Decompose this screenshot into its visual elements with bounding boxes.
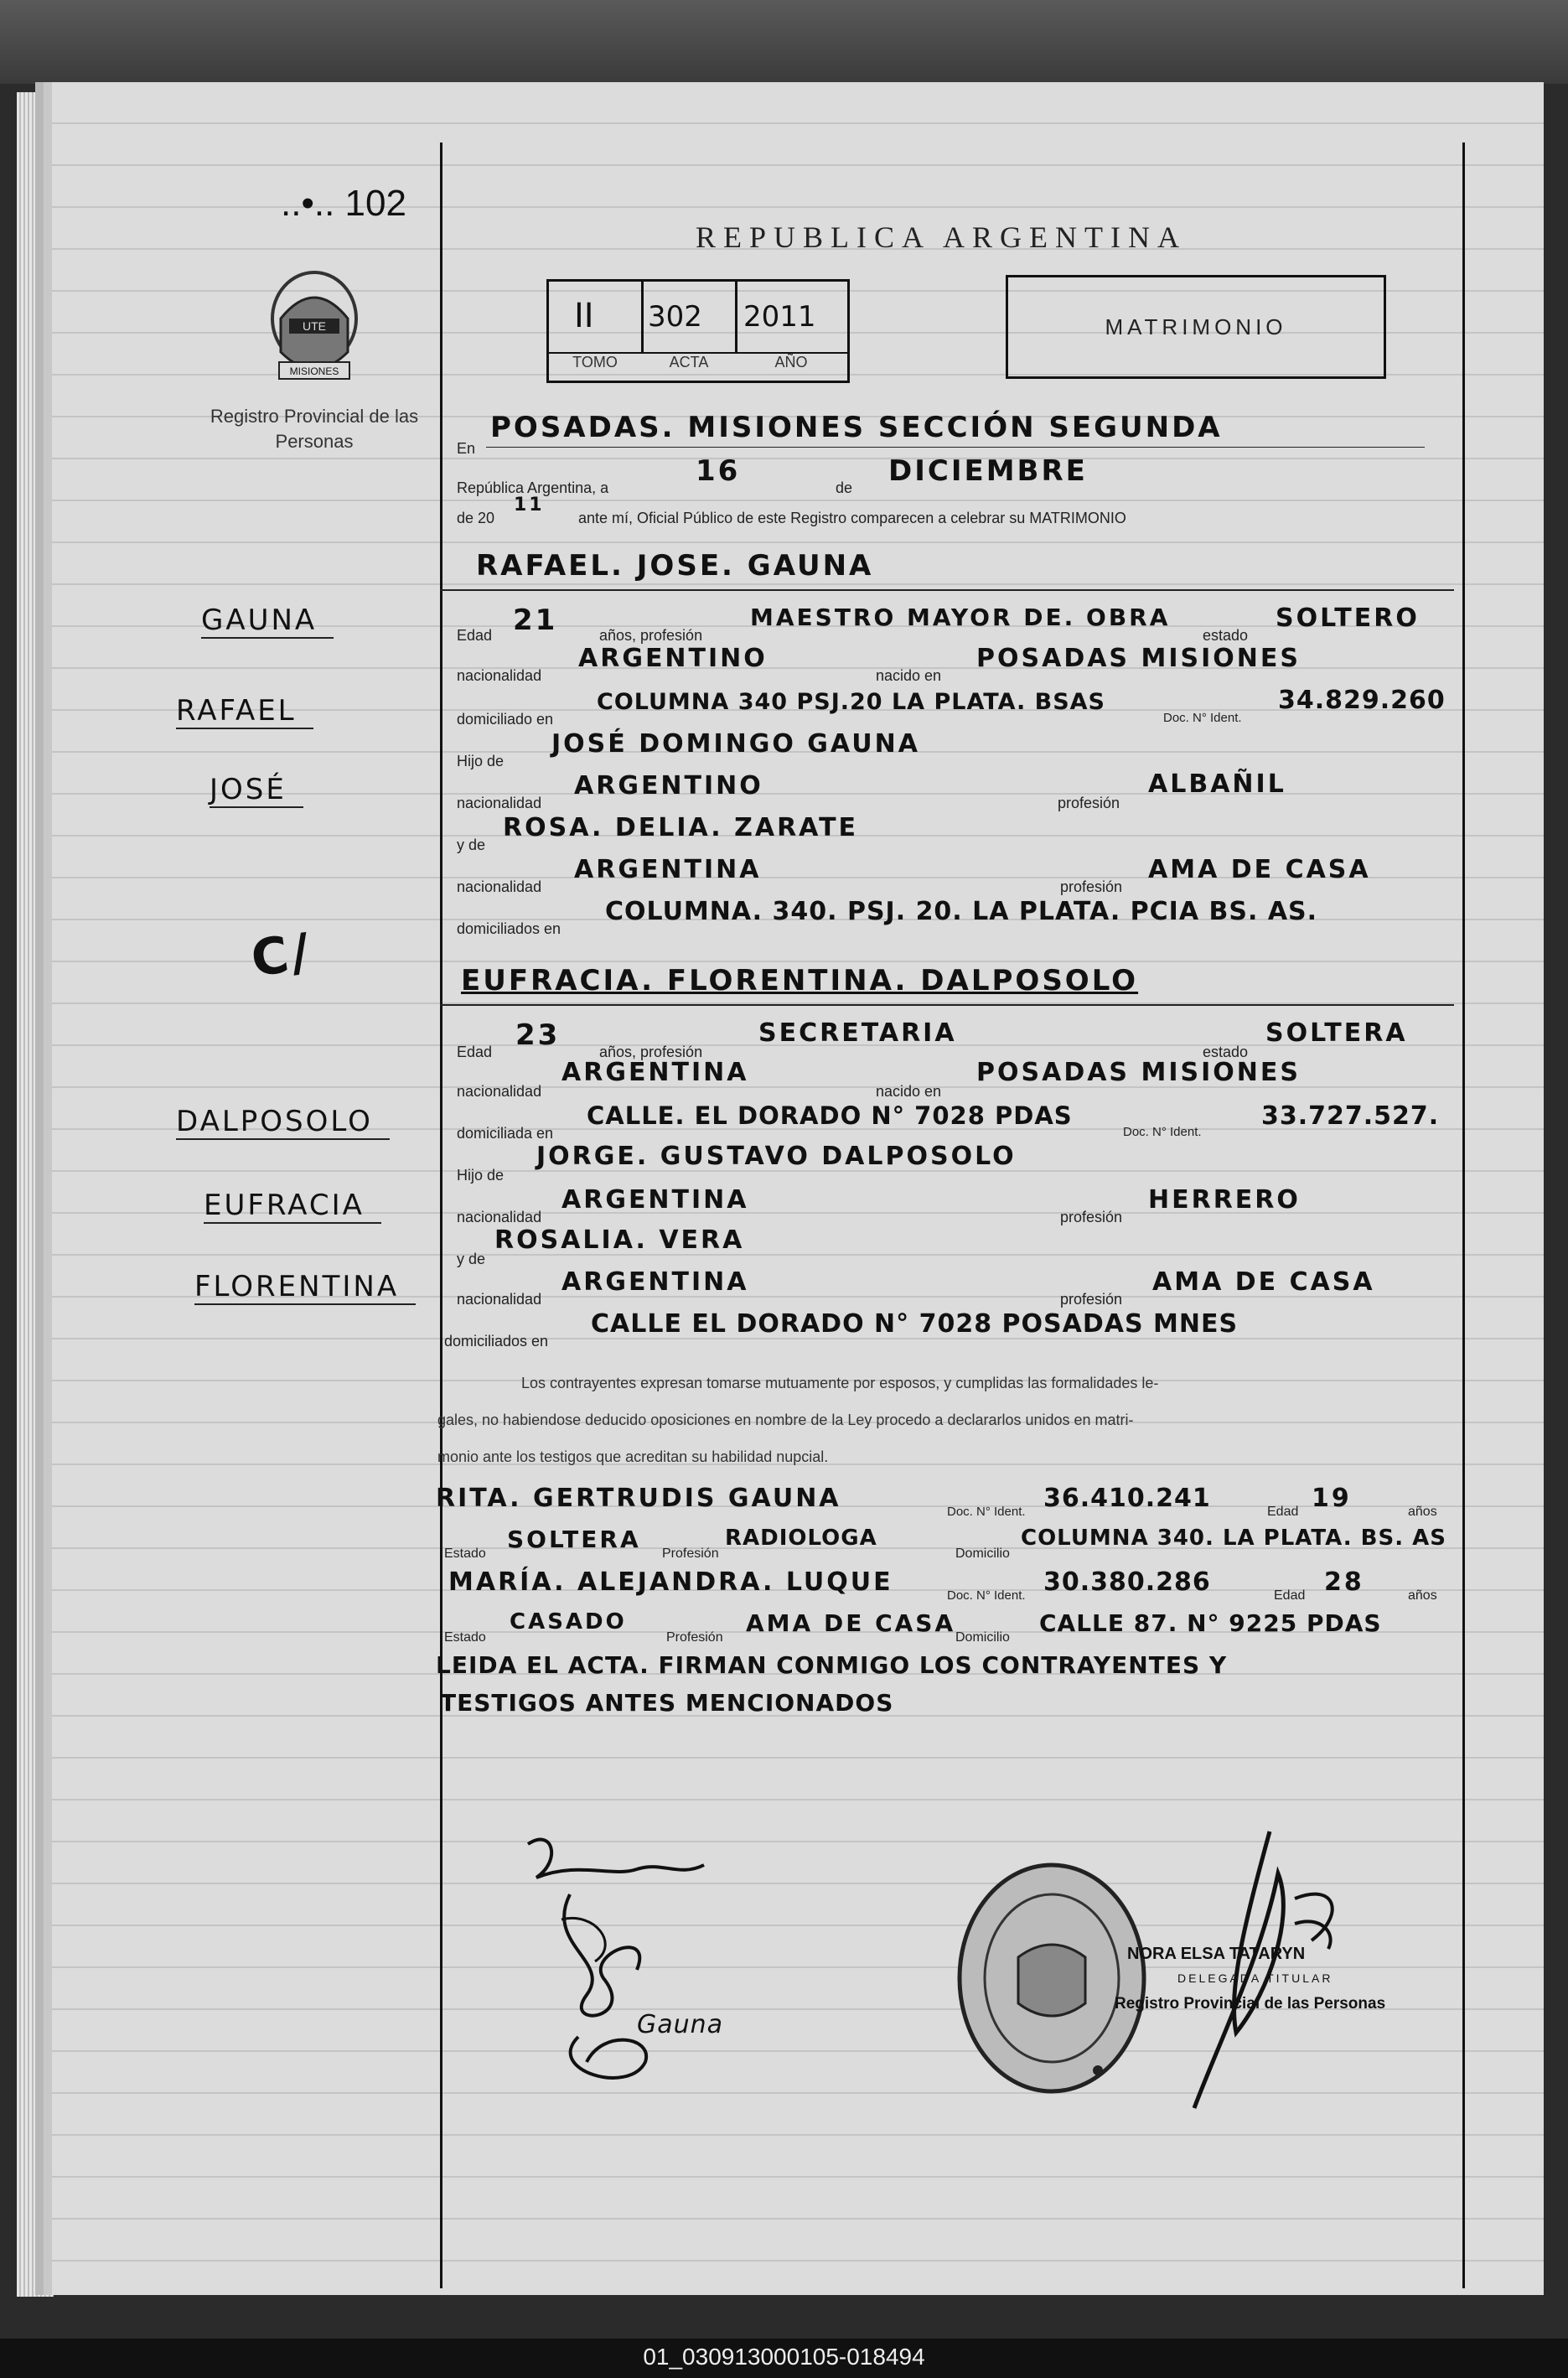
label-profesion-mother: profesión — [1060, 878, 1123, 895]
label-en: En — [457, 440, 476, 457]
witness2-name: MARÍA. ALEJANDRA. LUQUE — [448, 1567, 893, 1597]
witness2-civil-status: CASADO — [510, 1609, 627, 1635]
groom-mother: ROSA. DELIA. ZARATE — [503, 813, 859, 842]
label-domicilio-witness2: Domicilio — [955, 1630, 1010, 1645]
bride-parents-address: CALLE EL DORADO N° 7028 POSADAS MNES — [591, 1309, 1239, 1339]
signer-name: Gauna — [637, 2010, 724, 2039]
label-doc-ident: Doc. N° Ident. — [1163, 711, 1242, 725]
svg-text:MISIONES: MISIONES — [289, 365, 339, 377]
witness1-civil-status: SOLTERA — [507, 1526, 641, 1553]
act-day: 16 — [696, 454, 741, 488]
label-nacionalidad-bride-father: nacionalidad — [457, 1209, 542, 1225]
closing-line-1: LEIDA EL ACTA. FIRMAN CONMIGO LOS CONTRAYENTES Y — [436, 1651, 1228, 1679]
tomo-label: TOMO — [572, 354, 618, 370]
registry-name: Registro Provincial de las Personas — [210, 406, 419, 452]
label-nacido-en: nacido en — [876, 667, 942, 684]
declaration-line-2: gales, no habiendose deducido oposiciones en nombre de la Ley procedo a declararlos unidos en matri- — [437, 1412, 1134, 1428]
bride-age: 23 — [515, 1018, 561, 1052]
book-page-edges — [17, 92, 54, 2297]
province-coat-of-arms-icon — [264, 268, 365, 390]
margin-connector: C/ — [247, 922, 316, 989]
witness1-name: RITA. GERTRUDIS GAUNA — [436, 1484, 841, 1513]
page-number-value: 102 — [344, 183, 406, 224]
bride-full-name: EUFRACIA. FLORENTINA. DALPOSOLO — [461, 964, 1139, 997]
groom-section-divider — [440, 589, 1454, 591]
official-name: NORA ELSA TATARYN — [1127, 1945, 1306, 1963]
label-nacionalidad-bride: nacionalidad — [457, 1083, 542, 1100]
act-month: DICIEMBRE — [888, 454, 1088, 488]
image-identifier: 01_030913000105-018494 — [643, 2344, 925, 2370]
page-number — [281, 183, 406, 225]
label-y-de: y de — [457, 837, 486, 853]
bride-birthplace: POSADAS MISIONES — [976, 1058, 1301, 1087]
anio-value: 2011 — [743, 300, 816, 334]
label-anos-witness1: años — [1408, 1505, 1437, 1519]
bride-address: CALLE. EL DORADO N° 7028 PDAS — [587, 1101, 1073, 1130]
place-line — [486, 447, 1425, 448]
closing-line-2: TESTIGOS ANTES MENCIONADOS — [440, 1689, 894, 1717]
label-de-20: de 20 — [457, 510, 495, 526]
label-y-de-bride: y de — [457, 1251, 486, 1267]
margin-bride-name1: EUFRACIA — [204, 1189, 381, 1224]
groom-father-profession: ALBAÑIL — [1148, 769, 1286, 799]
margin-bride-surname: DALPOSOLO — [176, 1105, 390, 1140]
groom-mother-profession: AMA DE CASA — [1148, 855, 1371, 884]
witness2-address: CALLE 87. N° 9225 PDAS — [1039, 1609, 1382, 1637]
groom-address: COLUMNA 340 PSJ.20 LA PLATA. BSAS — [597, 689, 1106, 715]
official-title: DELEGADA TITULAR — [1177, 1971, 1333, 1985]
contracting-parties-signatures — [511, 1827, 729, 2112]
label-domicilio-witness1: Domicilio — [955, 1546, 1010, 1561]
groom-civil-status: SOLTERO — [1276, 604, 1420, 633]
label-domiciliado: domiciliado en — [457, 711, 554, 728]
label-nacido-en-bride: nacido en — [876, 1083, 942, 1100]
label-nacionalidad-father: nacionalidad — [457, 795, 542, 811]
label-nacionalidad-mother: nacionalidad — [457, 878, 542, 895]
tomo-value: II — [574, 297, 594, 335]
acta-value: 302 — [648, 300, 702, 334]
label-edad-witness1: Edad — [1267, 1505, 1299, 1519]
declaration-line-3: monio ante los testigos que acreditan su habilidad nupcial. — [437, 1448, 829, 1465]
country-heading: REPUBLICA ARGENTINA — [696, 220, 1188, 254]
record-type-box: MATRIMONIO — [1006, 275, 1386, 379]
margin-groom-name2: JOSÉ — [210, 773, 303, 808]
bride-profession: SECRETARIA — [758, 1018, 957, 1048]
label-doc-witness2: Doc. N° Ident. — [947, 1588, 1026, 1603]
bride-nationality: ARGENTINA — [561, 1058, 749, 1087]
margin-divider-line — [440, 142, 442, 2288]
bride-section-divider — [440, 1004, 1454, 1006]
label-domiciliados-bride: domiciliados en — [444, 1333, 549, 1350]
witness1-profession: RADIOLOGA — [725, 1526, 877, 1551]
right-border-line — [1462, 142, 1465, 2288]
label-profesion-bride-mother: profesión — [1060, 1291, 1123, 1308]
label-doc-ident-bride: Doc. N° Ident. — [1123, 1125, 1202, 1139]
registry-round-stamp — [951, 1857, 1152, 2100]
label-profesion-witness1: Profesión — [662, 1546, 719, 1561]
label-de-month: de — [836, 479, 853, 496]
label-edad-bride: Edad — [457, 1044, 493, 1060]
label-anos-profesion-bride: años, profesión — [599, 1044, 703, 1060]
groom-father-nationality: ARGENTINO — [574, 771, 763, 800]
margin-groom-surname: GAUNA — [201, 604, 334, 639]
label-domiciliados: domiciliados en — [457, 920, 561, 937]
label-edad-witness2: Edad — [1274, 1588, 1306, 1603]
groom-mother-nationality: ARGENTINA — [574, 855, 762, 884]
witness1-address: COLUMNA 340. LA PLATA. BS. AS — [1021, 1526, 1446, 1551]
label-edad: Edad — [457, 627, 493, 644]
label-nacionalidad: nacionalidad — [457, 667, 542, 684]
label-profesion-witness2: Profesión — [666, 1630, 723, 1645]
bride-father-profession: HERRERO — [1148, 1185, 1301, 1215]
label-domiciliada: domiciliada en — [457, 1125, 554, 1142]
background-top-strip — [0, 0, 1568, 84]
label-nacionalidad-bride-mother: nacionalidad — [457, 1291, 542, 1308]
page-number-dots: ..•.. — [281, 183, 345, 224]
label-hijo-de: Hijo de — [457, 753, 505, 769]
label-hijo-de-bride: Hijo de — [457, 1167, 505, 1184]
witness2-document: 30.380.286 — [1043, 1567, 1211, 1597]
label-doc-witness1: Doc. N° Ident. — [947, 1505, 1026, 1519]
label-estado: estado — [1203, 627, 1249, 644]
label-ante-mi: ante mí, Oficial Público de este Registro comparecen a celebrar su MATRIMONIO — [578, 510, 1126, 526]
bride-mother-nationality: ARGENTINA — [561, 1267, 749, 1297]
label-profesion-father: profesión — [1058, 795, 1120, 811]
label-profesion-bride-father: profesión — [1060, 1209, 1123, 1225]
groom-parents-address: COLUMNA. 340. PSJ. 20. LA PLATA. PCIA BS. AS. — [605, 897, 1318, 926]
groom-document: 34.829.260 — [1278, 686, 1446, 715]
acta-label: ACTA — [669, 354, 709, 370]
label-anos-witness2: años — [1408, 1588, 1437, 1603]
groom-birthplace: POSADAS MISIONES — [976, 644, 1301, 673]
margin-groom-name1: RAFAEL — [176, 694, 313, 729]
groom-father: JOSÉ DOMINGO GAUNA — [551, 729, 920, 759]
groom-age: 21 — [513, 604, 558, 637]
witness1-document: 36.410.241 — [1043, 1484, 1211, 1513]
act-place: POSADAS. MISIONES SECCIÓN SEGUNDA — [490, 411, 1223, 444]
bride-mother: ROSALIA. VERA — [494, 1225, 745, 1255]
declaration-line-1: Los contrayentes expresan tomarse mutuamente por esposos, y cumplidas las formalidades le- — [521, 1375, 1159, 1391]
witness2-age: 28 — [1324, 1567, 1364, 1597]
bride-document: 33.727.527. — [1261, 1101, 1440, 1131]
tomo-cell — [549, 282, 644, 352]
bride-mother-profession: AMA DE CASA — [1152, 1267, 1375, 1297]
official-signature — [1169, 1823, 1370, 2116]
witness1-age: 19 — [1312, 1484, 1352, 1513]
label-estado-witness2: Estado — [444, 1630, 486, 1645]
margin-bride-name2: FLORENTINA — [194, 1270, 416, 1305]
groom-profession: MAESTRO MAYOR DE. OBRA — [750, 604, 1171, 631]
label-estado-witness1: Estado — [444, 1546, 486, 1561]
official-office: Registro Provincial de las Personas — [1115, 1995, 1386, 2013]
witness2-profession: AMA DE CASA — [746, 1609, 956, 1637]
label-estado-bride: estado — [1203, 1044, 1249, 1060]
acta-cell — [643, 282, 737, 352]
svg-text:UTE: UTE — [303, 319, 326, 333]
label-anos-profesion: años, profesión — [599, 627, 703, 644]
label-republica: República Argentina, a — [457, 479, 609, 496]
groom-full-name: RAFAEL. JOSE. GAUNA — [476, 549, 874, 583]
bride-father: JORGE. GUSTAVO DALPOSOLO — [536, 1142, 1017, 1171]
groom-nationality: ARGENTINO — [578, 644, 768, 673]
anio-label: AÑO — [774, 354, 808, 370]
tomo-acta-anio-box — [546, 279, 850, 383]
bride-civil-status: SOLTERA — [1265, 1018, 1408, 1048]
bride-father-nationality: ARGENTINA — [561, 1185, 749, 1215]
act-year-suffix: 11 — [514, 495, 545, 515]
